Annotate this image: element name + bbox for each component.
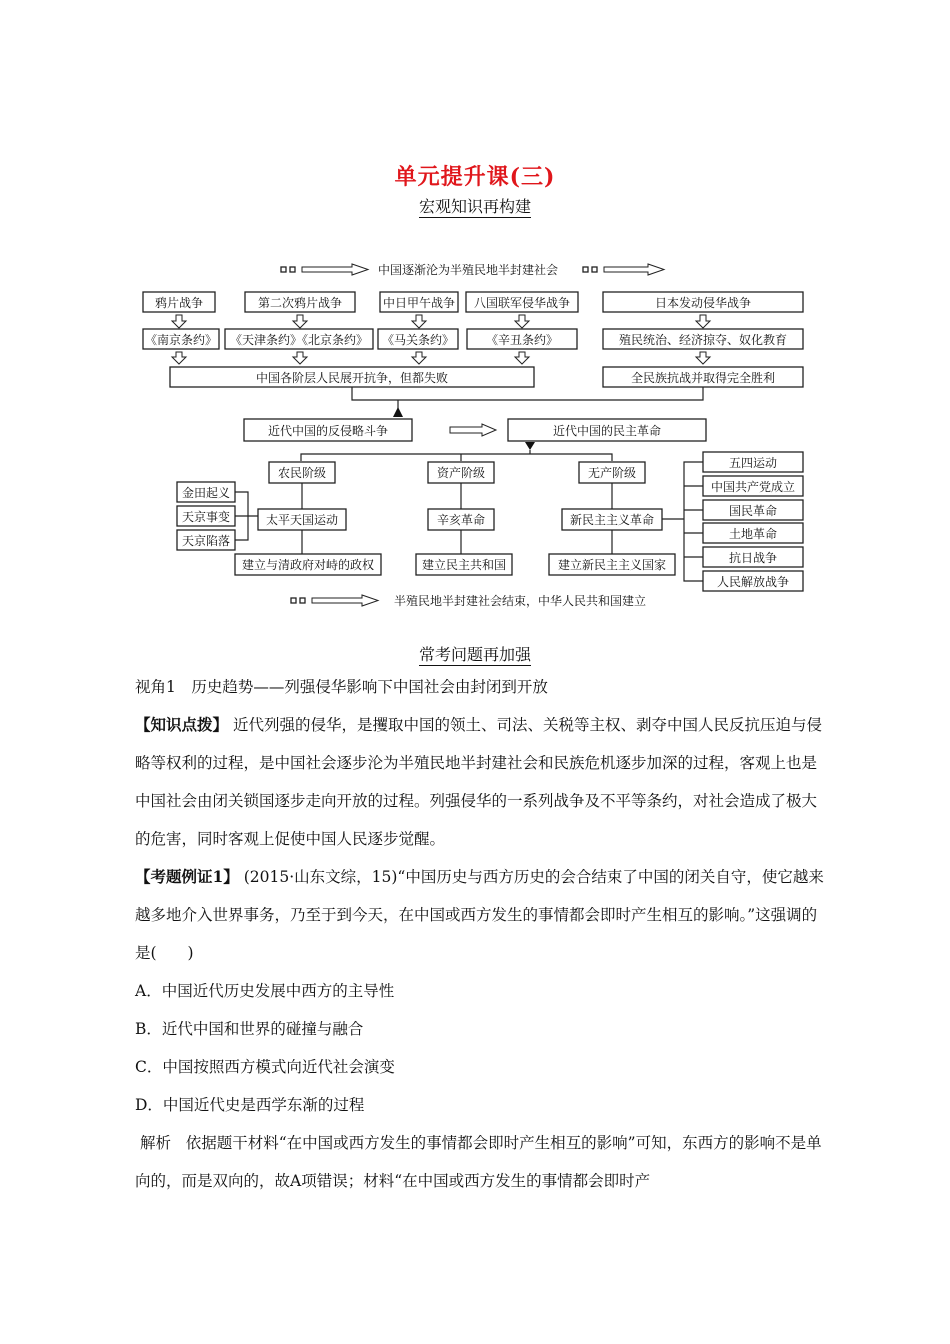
option-a: A．中国近代历史发展中西方的主导性 <box>135 982 395 1000</box>
class-bourgeoisie: 资产阶级 <box>436 466 486 480</box>
top-banner <box>281 262 664 277</box>
treaty-tianjin-beijing: 《天津条约》《北京条约》 <box>229 333 369 347</box>
treaty-row <box>143 329 803 349</box>
event-land-revolution: 土地革命 <box>728 527 778 541</box>
event-cpc-founding: 中国共产党成立 <box>710 480 796 494</box>
event-jintian: 金田起义 <box>181 486 231 500</box>
event-tianjing-fall: 天京陷落 <box>181 534 231 548</box>
right-arrow-icon <box>450 424 496 436</box>
treaty-nanjing: 《南京条约》 <box>144 333 218 347</box>
class-peasant: 农民阶级 <box>277 466 327 480</box>
down-arrows-2 <box>172 352 710 364</box>
down-arrows-1 <box>172 315 710 328</box>
section-title-knowledge-map: 宏观知识再构建 <box>418 197 531 216</box>
war-row <box>143 292 803 312</box>
example-text: (2015·山东文综，15)“中国历史与西方历史的会合结束了中国的闭关自守，使它越来越多地介入世界事务，乃至于到今天，在中国或西方发生的事情都会即时产生相互的影响。”这强调的是( ) <box>135 868 824 962</box>
page-title: 单元提升课(三) <box>394 164 556 190</box>
war-eight-nation: 八国联军侵华战争 <box>473 296 571 310</box>
class-proletariat: 无产阶级 <box>587 466 637 480</box>
war-japan: 日本发动侵华战争 <box>654 296 752 310</box>
resistance-failed: 中国各阶层人民展开抗争，但都失败 <box>255 371 449 385</box>
analysis-label: 解析 <box>139 1134 171 1152</box>
anti-aggression-box: 近代中国的反侵略斗争 <box>267 424 389 438</box>
treaty-boxer: 《辛丑条约》 <box>485 333 559 347</box>
japan-colonial-rule: 殖民统治、经济掠夺、奴化教育 <box>618 333 788 347</box>
option-b: B．近代中国和世界的碰撞与融合 <box>135 1020 364 1038</box>
result-new-democratic: 建立新民主主义国家 <box>557 558 667 572</box>
event-tianjing-incident: 天京事变 <box>181 510 231 524</box>
movement-xinhai: 辛亥革命 <box>436 513 486 527</box>
section-title-questions: 常考问题再加强 <box>418 645 531 664</box>
event-may-fourth: 五四运动 <box>728 456 778 470</box>
knowledge-paragraph <box>135 706 825 858</box>
event-liberation-war: 人民解放战争 <box>716 575 790 589</box>
up-arrow-icon <box>393 407 403 417</box>
event-national-revolution: 国民革命 <box>728 504 778 518</box>
democratic-revolution-box: 近代中国的民主革命 <box>552 424 662 438</box>
main-content <box>135 668 825 1200</box>
down-arrow-icon <box>525 442 535 450</box>
option-c: C．中国按照西方模式向近代社会演变 <box>135 1058 395 1076</box>
analysis-paragraph <box>135 1124 825 1200</box>
movement-new-democratic: 新民主主义革命 <box>569 513 655 527</box>
war-opium: 鸦片战争 <box>154 296 204 310</box>
option-d: D．中国近代史是西学东渐的过程 <box>135 1096 365 1114</box>
war-sino-japanese: 中日甲午战争 <box>382 296 456 310</box>
bottom-banner-text: 半殖民地半封建社会结束，中华人民共和国建立 <box>394 594 647 608</box>
perspective-heading: 视角1 历史趋势——列强侵华影响下中国社会由封闭到开放 <box>135 678 548 696</box>
knowledge-text: 近代列强的侵华，是攫取中国的领土、司法、关税等主权、剥夺中国人民反抗压迫与侵略等权利的过程，是中国社会逐步沦为半殖民地半封建社会和民族危机逐步加深的过程，客观上也是中国社会由闭关锁国逐步走向开放的过程。列强侵华的一系列战争及不平等条约，对社会造成了极大的危害，同时客观上促使中国人民逐步觉醒。 <box>135 716 822 848</box>
analysis-text: 依据题干材料“在中国或西方发生的事情都会即时产生相互的影响”可知，东西方的影响不是单向的，而是双向的，故A项错误；材料“在中国或西方发生的事情都会即时产 <box>135 1134 822 1190</box>
resistance-victory: 全民族抗战并取得完全胜利 <box>630 371 776 385</box>
war-second-opium: 第二次鸦片战争 <box>257 296 343 310</box>
movement-taiping: 太平天国运动 <box>265 513 339 527</box>
result-republic: 建立民主共和国 <box>421 558 507 572</box>
bottom-banner <box>291 593 646 608</box>
top-banner-text: 中国逐渐沦为半殖民地半封建社会 <box>378 263 559 277</box>
example-paragraph <box>135 858 825 972</box>
knowledge-diagram <box>0 255 950 615</box>
knowledge-label: 【知识点拨】 <box>135 715 229 734</box>
example-label: 【考题例证1】 <box>135 867 239 886</box>
result-taiping: 建立与清政府对峙的政权 <box>241 558 375 572</box>
treaty-shimonoseki: 《马关条约》 <box>381 333 455 347</box>
event-anti-japanese-war: 抗日战争 <box>728 551 778 565</box>
